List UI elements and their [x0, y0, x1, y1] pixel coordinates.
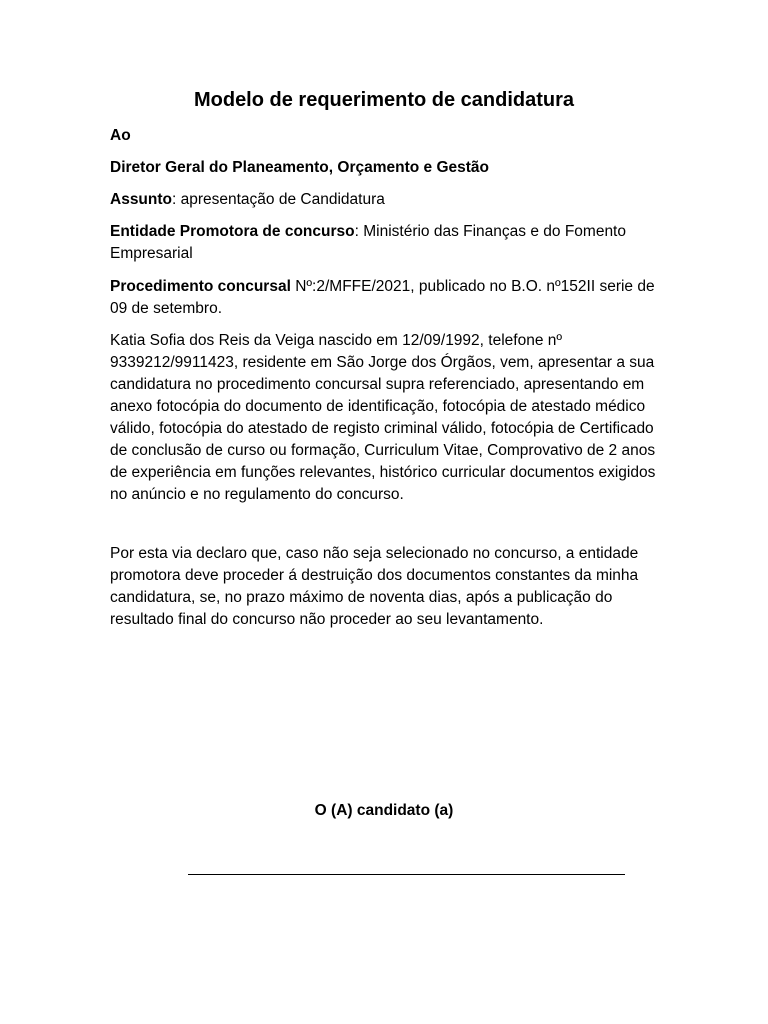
addressee-line: Ao — [110, 127, 131, 144]
subject-label: Assunto — [110, 191, 172, 208]
body-paragraph-declaration: Por esta via declaro que, caso não seja selecionado no concurso, a entidade promotora deve proceder á destruição dos documentos constantes da minha candidatura, se, no prazo máximo de noventa dias, após a publicação do resultado final do concurso não proceder ao seu levantamento. — [110, 545, 639, 628]
signature-line — [188, 874, 625, 875]
document-title: Modelo de requerimento de candidatura — [193, 89, 575, 111]
procedure-label: Procedimento concursal — [110, 278, 291, 295]
promoting-entity-text: : Ministério das Finanças e do Fomento Empresarial — [110, 223, 626, 262]
promoting-entity-line — [110, 221, 662, 265]
subject-text: : apresentação de Candidatura — [172, 191, 385, 208]
procedure-text: Nº:2/MFFE/2021, publicado no B.O. nº152II serie de 09 de setembro. — [110, 278, 655, 317]
promoting-entity-label: Entidade Promotora de concurso — [110, 223, 355, 240]
recipient-line: Diretor Geral do Planeamento, Orçamento e Gestão — [110, 159, 490, 176]
subject-line — [110, 189, 662, 211]
procedure-line — [110, 276, 662, 320]
body-paragraph-application: Katia Sofia dos Reis da Veiga nascido em 12/09/1992, telefone nº 9339212/9911423, residente em São Jorge dos Órgãos, vem, apresentar a sua candidatura no procedimento concursal supra referenciado, apresentando em anexo fotocópia do documento de identificação, fotocópia de atestado médico válido, fotocópia do atestado de registo criminal válido, fotocópia de Certificado de conclusão de curso ou formação, Curriculum Vitae, Comprovativo de 2 anos de experiência em funções relevantes, histórico curricular documentos exigidos no anúncio e no regulamento do concurso. — [110, 332, 656, 503]
signature-label: O (A) candidato (a) — [314, 802, 454, 819]
